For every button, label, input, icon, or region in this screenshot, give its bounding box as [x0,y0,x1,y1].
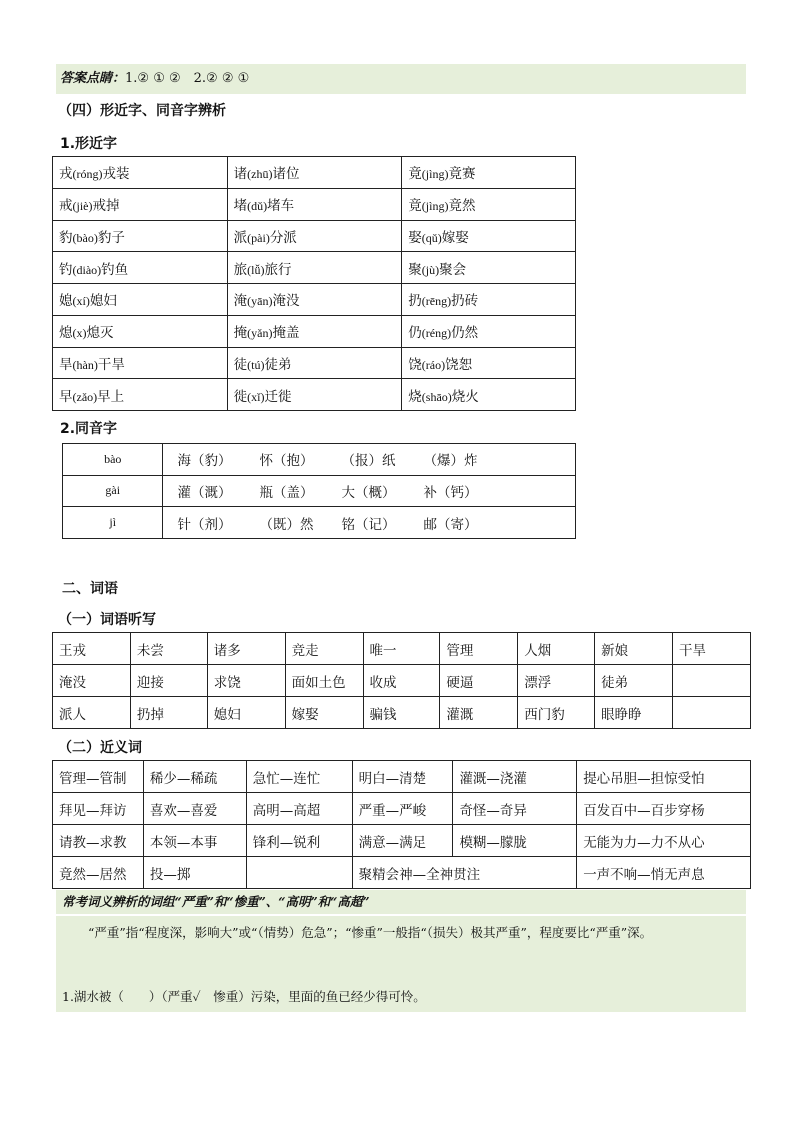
tongyin-word: 铭（记） [341,516,396,533]
xingjin-char: 掩 [233,325,248,342]
jinyi-cell: 明白—清楚 [352,761,453,793]
xingjin-word: 戎装 [102,166,130,183]
tongyin-row [63,507,576,539]
answer-hint-text: 1.② ① ② 2.② ② ① [125,71,250,86]
jinyi-table [52,760,751,889]
tingxie-cell: 硬逼 [440,665,518,697]
xingjin-pinyin: (x) [72,326,87,341]
tingxie-cell: 迎接 [130,665,207,697]
jinyi-cell: 灌溉—浇灌 [453,761,577,793]
tingxie-row [53,697,751,729]
tip-title: 常考词义辨析的词组“严重”和“惨重”、“高明”和“高超” [56,890,746,914]
xingjin-word: 分派 [269,229,297,246]
xingjin-word: 豹子 [97,229,125,246]
tongyin-words-cell [163,444,576,476]
xingjin-pinyin: (qǔ) [421,230,442,245]
tongyin-word: （报）纸 [341,453,396,470]
xingjin-pinyin: (róng) [72,167,103,182]
xingjin-word: 迁徙 [264,388,292,405]
xingjin-cell [227,188,402,220]
tingxie-cell: 唯一 [363,633,440,665]
tingxie-cell: 竞走 [285,633,363,665]
xingjin-char: 派 [233,229,248,246]
xingjin-pinyin: (hàn) [72,357,98,372]
tongyin-row [63,444,576,476]
answer-hint-label: 答案点睛： [60,71,126,86]
xingjin-row [53,379,576,411]
jinyi-row [53,761,751,793]
xingjin-cell [402,315,576,347]
xingjin-pinyin: (réng) [421,326,452,341]
tingxie-cell: 嫁娶 [285,697,363,729]
tongyin-word: 怀（抱） [259,453,314,470]
jinyi-row [53,857,751,889]
jinyi-cell: 一声不响—悄无声息 [577,857,751,889]
xingjin-title: 1.形近字 [60,136,118,152]
tongyin-word: 海（豹） [177,453,232,470]
tongyin-word: 补（钙） [423,484,478,501]
xingjin-cell [53,252,228,284]
jinyi-cell: 锋利—锐利 [246,825,352,857]
tingxie-cell: 徒弟 [595,665,673,697]
tongyin-words-cell [163,507,576,539]
tongyin-word: 针（剂） [177,516,232,533]
tingxie-title: （一）词语听写 [58,612,156,628]
xingjin-cell [53,315,228,347]
xingjin-pinyin: (pài) [247,230,270,245]
xingjin-pinyin: (tú) [247,357,265,372]
xingjin-char: 戎 [59,166,73,183]
xingjin-word: 饶恕 [445,356,473,373]
xingjin-pinyin: (shāo) [421,389,452,404]
xingjin-word: 堵车 [267,198,295,215]
xingjin-word: 戒掉 [92,198,120,215]
xingjin-cell [227,379,402,411]
xingjin-word: 仍然 [451,325,479,342]
xingjin-pinyin: (xǐ) [247,389,265,404]
xingjin-word: 熄灭 [86,325,114,342]
xingjin-char: 娶 [408,229,422,246]
xingjin-pinyin: (jiè) [72,199,93,214]
xingjin-word: 干旱 [97,356,125,373]
jinyi-row [53,825,751,857]
xingjin-pinyin: (yān) [247,294,273,309]
jinyi-cell: 提心吊胆—担惊受怕 [577,761,751,793]
xingjin-char: 诸 [233,166,248,183]
xingjin-row [53,252,576,284]
tingxie-cell: 派人 [53,697,131,729]
tingxie-cell: 骗钱 [363,697,440,729]
jinyi-cell: 请教—求教 [53,825,144,857]
xingjin-table [52,156,576,411]
jinyi-cell: 严重—严峻 [352,793,453,825]
xingjin-char: 徒 [233,356,248,373]
tingxie-cell [673,697,751,729]
xingjin-pinyin: (yǎn) [247,326,273,341]
tongyin-table [62,443,576,539]
xingjin-row [53,315,576,347]
xingjin-cell [53,347,228,379]
tongyin-word: （既）然 [259,516,314,533]
jinyi-cell: 稀少—稀疏 [143,761,246,793]
xingjin-word: 旅行 [264,261,292,278]
xingjin-char: 媳 [59,293,73,310]
xingjin-pinyin: (dǔ) [247,199,268,214]
jinyi-cell: 满意—满足 [352,825,453,857]
tingxie-cell: 新娘 [595,633,673,665]
tongyin-row [63,475,576,507]
xingjin-word: 聚会 [439,261,467,278]
tingxie-cell: 人烟 [518,633,595,665]
xingjin-word: 竟赛 [448,166,476,183]
xingjin-word: 钓鱼 [101,261,129,278]
xingjin-pinyin: (bào) [72,230,98,245]
tongyin-word: 邮（寄） [423,516,478,533]
xingjin-cell [227,220,402,252]
xingjin-cell [227,284,402,316]
xingjin-cell [227,252,402,284]
tingxie-cell: 西门豹 [518,697,595,729]
jinyi-cell: 模糊—朦胧 [453,825,577,857]
xingjin-word: 媳妇 [89,293,117,310]
jinyi-title: （二）近义词 [58,740,142,756]
jinyi-cell: 喜欢—喜爱 [143,793,246,825]
xingjin-word: 烧火 [451,388,479,405]
tingxie-cell: 眼睁睁 [595,697,673,729]
tingxie-cell: 灌溉 [440,697,518,729]
xingjin-cell [227,157,402,189]
tongyin-word: 灌（溉） [177,484,232,501]
jinyi-cell: 急忙—连忙 [246,761,352,793]
xingjin-cell [227,347,402,379]
xingjin-pinyin: (zǎo) [72,389,98,404]
xingjin-cell [402,347,576,379]
xingjin-cell [53,379,228,411]
xingjin-pinyin: (diào) [72,262,102,277]
tingxie-row [53,665,751,697]
xingjin-row [53,347,576,379]
tongyin-pinyin: jì [63,507,163,539]
xingjin-row [53,188,576,220]
tingxie-row [53,633,751,665]
xingjin-word: 竟然 [448,198,476,215]
tingxie-table [52,632,751,729]
xingjin-pinyin: (zhū) [247,167,273,182]
jinyi-cell: 奇怪—奇异 [453,793,577,825]
jinyi-cell: 本领—本事 [143,825,246,857]
xingjin-cell [53,157,228,189]
xingjin-pinyin: (jù) [421,262,440,277]
xingjin-word: 掩盖 [272,325,300,342]
jinyi-cell [246,857,352,889]
xingjin-word: 嫁娶 [441,229,469,246]
xingjin-row [53,220,576,252]
xingjin-char: 竟 [408,166,422,183]
tongyin-words-cell [163,475,576,507]
tip-question: 1.湖水被（ ）（严重✓ 惨重）污染，里面的鱼已经少得可怜。 [56,982,746,1012]
section-4-title: （四）形近字、同音字辨析 [58,103,226,119]
xingjin-cell [227,315,402,347]
jinyi-cell: 拜见—拜访 [53,793,144,825]
tingxie-cell: 未尝 [130,633,207,665]
xingjin-cell [402,220,576,252]
xingjin-cell [402,252,576,284]
xingjin-cell [53,284,228,316]
tingxie-cell: 干旱 [673,633,751,665]
jinyi-cell: 聚精会神—全神贯注 [352,857,577,889]
jinyi-cell: 百发百中—百步穿杨 [577,793,751,825]
tip-paragraph: “严重”指“程度深，影响大”或“（情势）危急”；“惨重”一般指“（损失）极其严重”，程度要比“严重”深。 [56,916,746,982]
xingjin-row [53,284,576,316]
tingxie-cell: 淹没 [53,665,131,697]
tingxie-cell [673,665,751,697]
tingxie-cell: 面如土色 [285,665,363,697]
tongyin-pinyin: gài [63,475,163,507]
xingjin-pinyin: (lǚ) [247,262,265,277]
xingjin-char: 戒 [59,198,73,215]
xingjin-char: 饶 [408,356,422,373]
xingjin-char: 堵 [233,198,248,215]
xingjin-word: 诸位 [272,166,300,183]
xingjin-pinyin: (rēng) [421,294,452,309]
tongyin-word: 大（概） [341,484,396,501]
xingjin-cell [402,188,576,220]
xingjin-char: 徙 [233,388,248,405]
xingjin-char: 熄 [59,325,73,342]
xingjin-char: 烧 [408,388,422,405]
xingjin-pinyin: (jìng) [421,167,449,182]
jinyi-cell: 管理—管制 [53,761,144,793]
jinyi-row [53,793,751,825]
tingxie-cell: 管理 [440,633,518,665]
xingjin-char: 旅 [233,261,248,278]
xingjin-char: 早 [59,388,73,405]
tingxie-cell: 王戎 [53,633,131,665]
tingxie-cell: 媳妇 [207,697,285,729]
xingjin-pinyin: (jìng) [421,199,449,214]
tingxie-cell: 扔掉 [130,697,207,729]
xingjin-cell [53,220,228,252]
tongyin-pinyin: bào [63,444,163,476]
xingjin-char: 豹 [59,229,73,246]
tingxie-cell: 漂浮 [518,665,595,697]
xingjin-row [53,157,576,189]
xingjin-char: 旱 [59,356,73,373]
jinyi-cell: 无能为力—力不从心 [577,825,751,857]
xingjin-cell [53,188,228,220]
xingjin-cell [402,284,576,316]
xingjin-cell [402,379,576,411]
tingxie-cell: 收成 [363,665,440,697]
tongyin-title: 2.同音字 [60,421,118,437]
xingjin-char: 钓 [59,261,73,278]
xingjin-char: 扔 [408,293,422,310]
xingjin-char: 竟 [408,198,422,215]
xingjin-pinyin: (ráo) [421,357,446,372]
jinyi-cell: 投—掷 [143,857,246,889]
jinyi-cell: 竟然—居然 [53,857,144,889]
tongyin-word: （爆）炸 [423,453,478,470]
xingjin-word: 早上 [97,388,125,405]
xingjin-pinyin: (xí) [72,294,90,309]
xingjin-char: 淹 [233,293,248,310]
answer-hint-bar [56,64,746,94]
xingjin-word: 扔砖 [451,293,479,310]
tingxie-cell: 诸多 [207,633,285,665]
jinyi-cell: 高明—高超 [246,793,352,825]
xingjin-word: 淹没 [272,293,300,310]
tongyin-word: 瓶（盖） [259,484,314,501]
xingjin-cell [402,157,576,189]
tingxie-cell: 求饶 [207,665,285,697]
section-2-title: 二、词语 [62,581,118,597]
xingjin-char: 仍 [408,325,422,342]
xingjin-word: 徒弟 [264,356,292,373]
xingjin-char: 聚 [408,261,422,278]
